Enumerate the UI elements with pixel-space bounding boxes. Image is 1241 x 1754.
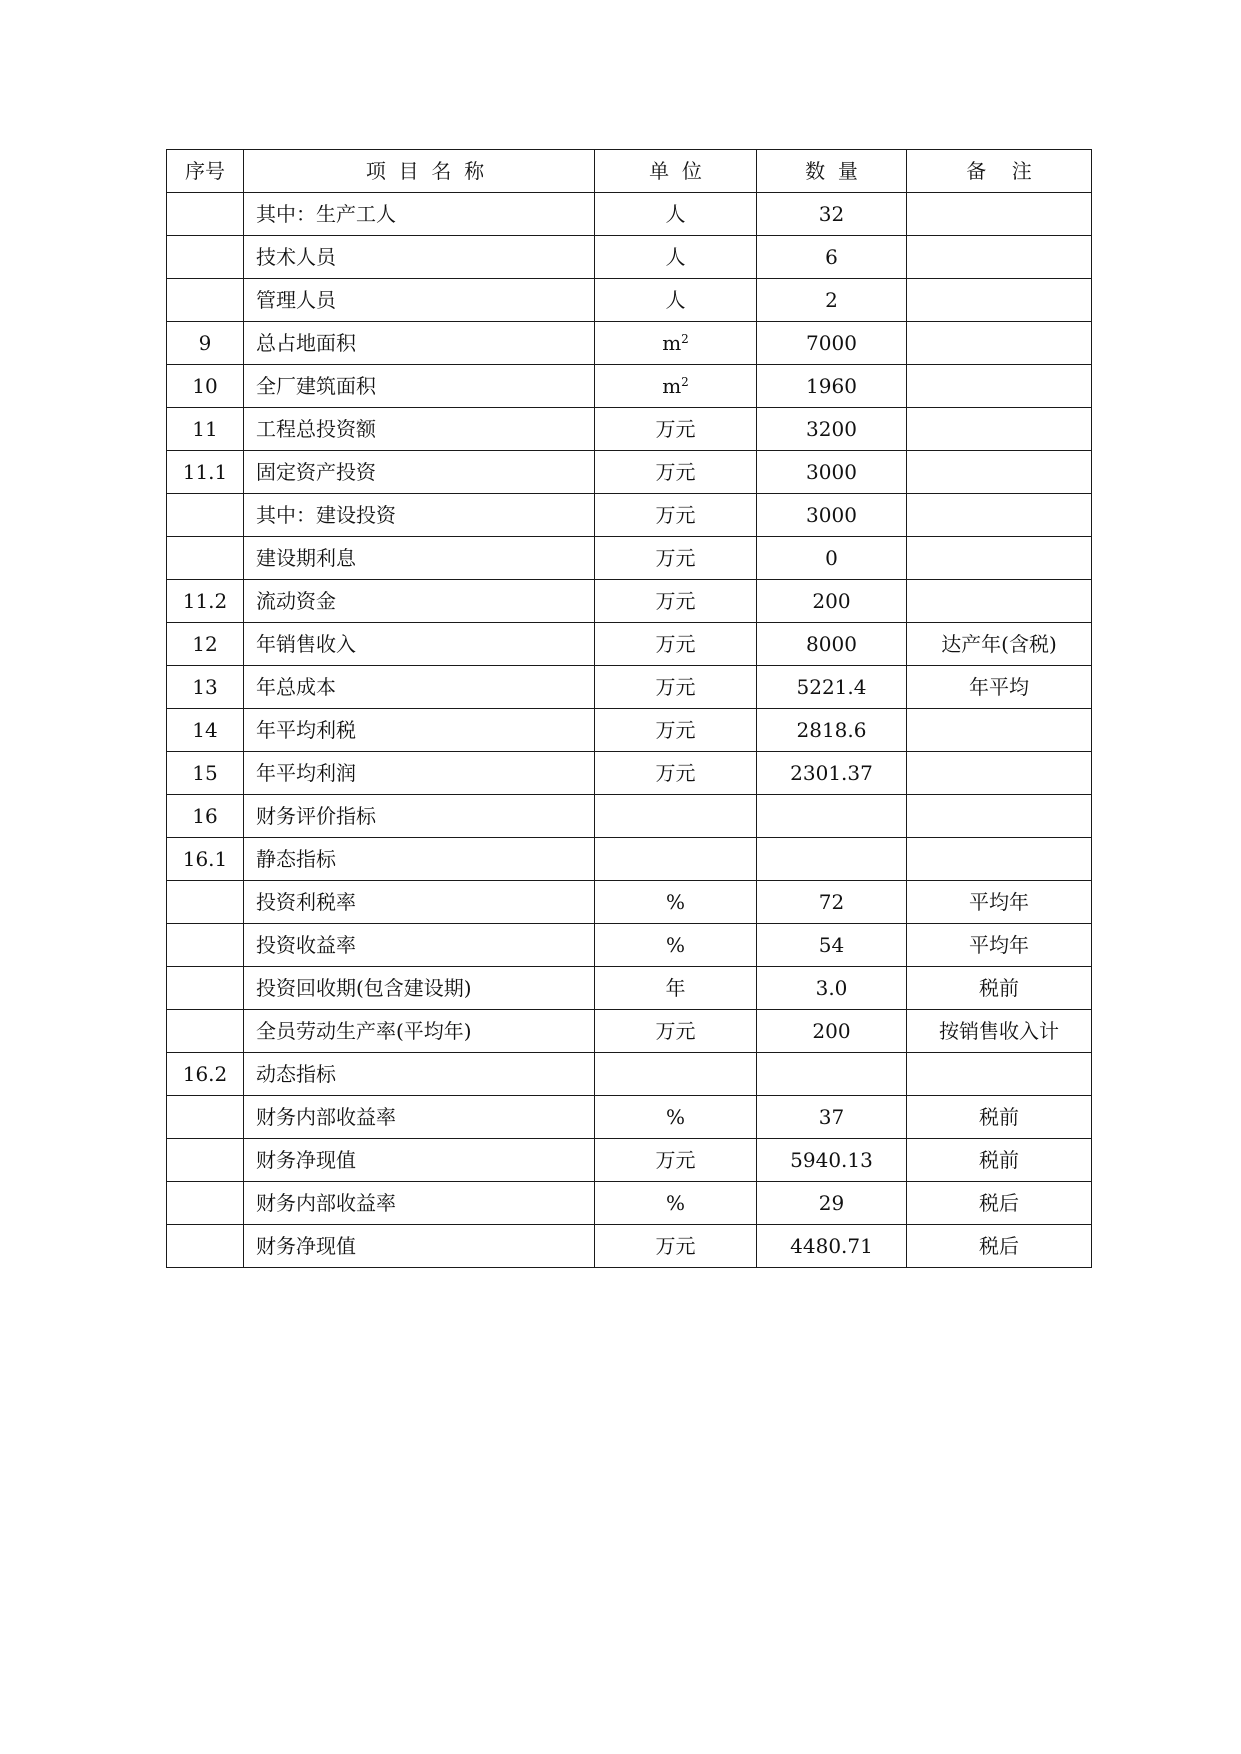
- row-unit-text: 万元: [655, 1234, 696, 1258]
- row-serial-number: [167, 881, 244, 924]
- table-row: [167, 537, 1092, 580]
- row-item-name: 管理人员: [244, 279, 595, 322]
- row-item-name: 总占地面积: [244, 322, 595, 365]
- row-item-name: 年销售收入: [244, 623, 595, 666]
- row-unit: [595, 752, 757, 795]
- table-row: [167, 494, 1092, 537]
- row-unit: [595, 666, 757, 709]
- row-serial-number: [167, 1182, 244, 1225]
- row-unit: [595, 537, 757, 580]
- row-unit: [595, 1096, 757, 1139]
- table-row: [167, 1139, 1092, 1182]
- row-remarks: [907, 752, 1092, 795]
- row-unit-text: 人: [665, 202, 686, 226]
- row-unit: [595, 881, 757, 924]
- table-row: [167, 193, 1092, 236]
- table-row: [167, 322, 1092, 365]
- row-unit-text: 万元: [655, 675, 696, 699]
- row-unit: [595, 709, 757, 752]
- row-unit: [595, 967, 757, 1010]
- row-unit: [595, 365, 757, 408]
- row-unit-text: 万元: [655, 503, 696, 527]
- table-row: [167, 924, 1092, 967]
- row-serial-number: [167, 1096, 244, 1139]
- header-remarks: 备 注: [907, 150, 1092, 193]
- row-quantity: [757, 795, 907, 838]
- row-serial-number: 10: [167, 365, 244, 408]
- row-quantity: 4480.71: [757, 1225, 907, 1268]
- row-remarks: 税后: [907, 1182, 1092, 1225]
- row-remarks: [907, 279, 1092, 322]
- row-quantity: 2301.37: [757, 752, 907, 795]
- row-serial-number: [167, 236, 244, 279]
- row-serial-number: 12: [167, 623, 244, 666]
- table-row: [167, 1010, 1092, 1053]
- table-row: [167, 1182, 1092, 1225]
- row-serial-number: 16.1: [167, 838, 244, 881]
- row-serial-number: 16: [167, 795, 244, 838]
- header-quantity: 数 量: [757, 150, 907, 193]
- row-remarks: [907, 795, 1092, 838]
- row-quantity: 3200: [757, 408, 907, 451]
- row-quantity: 0: [757, 537, 907, 580]
- row-unit: [595, 795, 757, 838]
- row-unit: [595, 236, 757, 279]
- row-remarks: 平均年: [907, 881, 1092, 924]
- row-item-name: 年平均利税: [244, 709, 595, 752]
- table-row: [167, 881, 1092, 924]
- header-item-name: [244, 150, 595, 193]
- row-remarks: [907, 580, 1092, 623]
- row-item-name: 其中：生产工人: [244, 193, 595, 236]
- row-remarks: [907, 236, 1092, 279]
- row-unit-text: %: [665, 933, 685, 957]
- table-row: [167, 365, 1092, 408]
- row-unit: [595, 1053, 757, 1096]
- row-unit: [595, 193, 757, 236]
- table-row: [167, 967, 1092, 1010]
- row-unit: [595, 279, 757, 322]
- row-item-name: 财务内部收益率: [244, 1096, 595, 1139]
- row-quantity: 3000: [757, 494, 907, 537]
- row-remarks: 平均年: [907, 924, 1092, 967]
- table-row: [167, 1225, 1092, 1268]
- row-serial-number: [167, 494, 244, 537]
- table-row: [167, 451, 1092, 494]
- row-unit: [595, 494, 757, 537]
- table-row: [167, 580, 1092, 623]
- row-unit: [595, 580, 757, 623]
- row-item-name: 流动资金: [244, 580, 595, 623]
- row-serial-number: 13: [167, 666, 244, 709]
- row-remarks: [907, 451, 1092, 494]
- row-remarks: [907, 1053, 1092, 1096]
- header-unit: 单 位: [595, 150, 757, 193]
- row-remarks: [907, 709, 1092, 752]
- row-unit: [595, 838, 757, 881]
- row-remarks: 年平均: [907, 666, 1092, 709]
- row-quantity: 32: [757, 193, 907, 236]
- row-unit-text: %: [665, 1191, 685, 1215]
- row-serial-number: [167, 193, 244, 236]
- row-quantity: 54: [757, 924, 907, 967]
- row-remarks: 税后: [907, 1225, 1092, 1268]
- row-remarks: [907, 365, 1092, 408]
- table-row: [167, 666, 1092, 709]
- row-unit-text: 万元: [655, 589, 696, 613]
- row-serial-number: [167, 1010, 244, 1053]
- table-row: [167, 709, 1092, 752]
- row-unit: [595, 623, 757, 666]
- row-unit: [595, 1010, 757, 1053]
- row-remarks: 税前: [907, 1096, 1092, 1139]
- row-quantity: 8000: [757, 623, 907, 666]
- row-item-name: 全员劳动生产率(平均年): [244, 1010, 595, 1053]
- row-item-name: 财务净现值: [244, 1139, 595, 1182]
- row-item-name: 全厂建筑面积: [244, 365, 595, 408]
- row-serial-number: 11: [167, 408, 244, 451]
- row-quantity: 200: [757, 1010, 907, 1053]
- row-unit-text: 万元: [655, 718, 696, 742]
- row-item-name: 静态指标: [244, 838, 595, 881]
- row-serial-number: [167, 1139, 244, 1182]
- row-serial-number: 16.2: [167, 1053, 244, 1096]
- row-unit-text: 万元: [655, 632, 696, 656]
- row-serial-number: 11.1: [167, 451, 244, 494]
- row-quantity: [757, 1053, 907, 1096]
- row-item-name: 财务评价指标: [244, 795, 595, 838]
- row-unit-text: 人: [665, 288, 686, 312]
- header-item-name-text: 项 目 名 称: [365, 159, 485, 183]
- row-item-name: 其中：建设投资: [244, 494, 595, 537]
- row-serial-number: 11.2: [167, 580, 244, 623]
- row-quantity: 200: [757, 580, 907, 623]
- row-remarks: [907, 494, 1092, 537]
- row-quantity: 6: [757, 236, 907, 279]
- row-quantity: 1960: [757, 365, 907, 408]
- row-remarks: 达产年(含税): [907, 623, 1092, 666]
- row-quantity: 29: [757, 1182, 907, 1225]
- row-serial-number: [167, 1225, 244, 1268]
- row-unit-superscript: 2: [681, 332, 689, 346]
- row-serial-number: [167, 537, 244, 580]
- row-quantity: 3000: [757, 451, 907, 494]
- row-serial-number: 14: [167, 709, 244, 752]
- row-serial-number: [167, 279, 244, 322]
- table-row: [167, 1053, 1092, 1096]
- row-item-name: 投资收益率: [244, 924, 595, 967]
- row-unit: [595, 1225, 757, 1268]
- row-serial-number: 15: [167, 752, 244, 795]
- row-item-name: 年平均利润: [244, 752, 595, 795]
- table-row: [167, 795, 1092, 838]
- row-remarks: [907, 193, 1092, 236]
- table-row: [167, 752, 1092, 795]
- row-remarks: 税前: [907, 1139, 1092, 1182]
- row-remarks: [907, 537, 1092, 580]
- technical-economic-indicators-table: [166, 149, 1092, 1268]
- table-row: [167, 623, 1092, 666]
- row-unit-superscript: 2: [681, 375, 689, 389]
- row-unit-text: 人: [665, 245, 686, 269]
- row-unit: [595, 1182, 757, 1225]
- table-row: [167, 279, 1092, 322]
- row-remarks: [907, 838, 1092, 881]
- row-unit-text: 万元: [655, 761, 696, 785]
- row-unit-text: 万元: [655, 1019, 696, 1043]
- row-remarks: [907, 322, 1092, 365]
- row-unit: [595, 451, 757, 494]
- row-remarks: [907, 408, 1092, 451]
- row-serial-number: [167, 924, 244, 967]
- row-serial-number: [167, 967, 244, 1010]
- row-unit: [595, 924, 757, 967]
- row-item-name: 财务内部收益率: [244, 1182, 595, 1225]
- row-unit-text: 万元: [655, 546, 696, 570]
- row-unit: [595, 322, 757, 365]
- row-item-name: 年总成本: [244, 666, 595, 709]
- row-unit-text: 年: [665, 976, 686, 1000]
- row-unit: [595, 408, 757, 451]
- row-serial-number: 9: [167, 322, 244, 365]
- row-quantity: 72: [757, 881, 907, 924]
- row-remarks: 税前: [907, 967, 1092, 1010]
- row-quantity: 5221.4: [757, 666, 907, 709]
- table-row: [167, 236, 1092, 279]
- row-item-name: 技术人员: [244, 236, 595, 279]
- row-unit-text: 万元: [655, 417, 696, 441]
- row-unit-text: m: [662, 331, 682, 355]
- table-header-row: [167, 150, 1092, 193]
- row-unit-text: 万元: [655, 1148, 696, 1172]
- row-unit-text: m: [662, 374, 682, 398]
- row-quantity: [757, 838, 907, 881]
- row-unit: [595, 1139, 757, 1182]
- row-item-name: 投资利税率: [244, 881, 595, 924]
- row-unit-text: %: [665, 890, 685, 914]
- row-quantity: 37: [757, 1096, 907, 1139]
- row-item-name: 财务净现值: [244, 1225, 595, 1268]
- row-quantity: 3.0: [757, 967, 907, 1010]
- row-item-name: 投资回收期(包含建设期): [244, 967, 595, 1010]
- row-unit-text: 万元: [655, 460, 696, 484]
- row-unit-text: %: [665, 1105, 685, 1129]
- row-item-name: 固定资产投资: [244, 451, 595, 494]
- row-remarks: 按销售收入计: [907, 1010, 1092, 1053]
- row-quantity: 2: [757, 279, 907, 322]
- row-item-name: 动态指标: [244, 1053, 595, 1096]
- row-item-name: 建设期利息: [244, 537, 595, 580]
- table-body: [167, 150, 1092, 1268]
- row-quantity: 5940.13: [757, 1139, 907, 1182]
- table-row: [167, 1096, 1092, 1139]
- table-row: [167, 838, 1092, 881]
- row-item-name: 工程总投资额: [244, 408, 595, 451]
- row-quantity: 2818.6: [757, 709, 907, 752]
- row-quantity: 7000: [757, 322, 907, 365]
- header-serial-number: 序号: [167, 150, 244, 193]
- table-row: [167, 408, 1092, 451]
